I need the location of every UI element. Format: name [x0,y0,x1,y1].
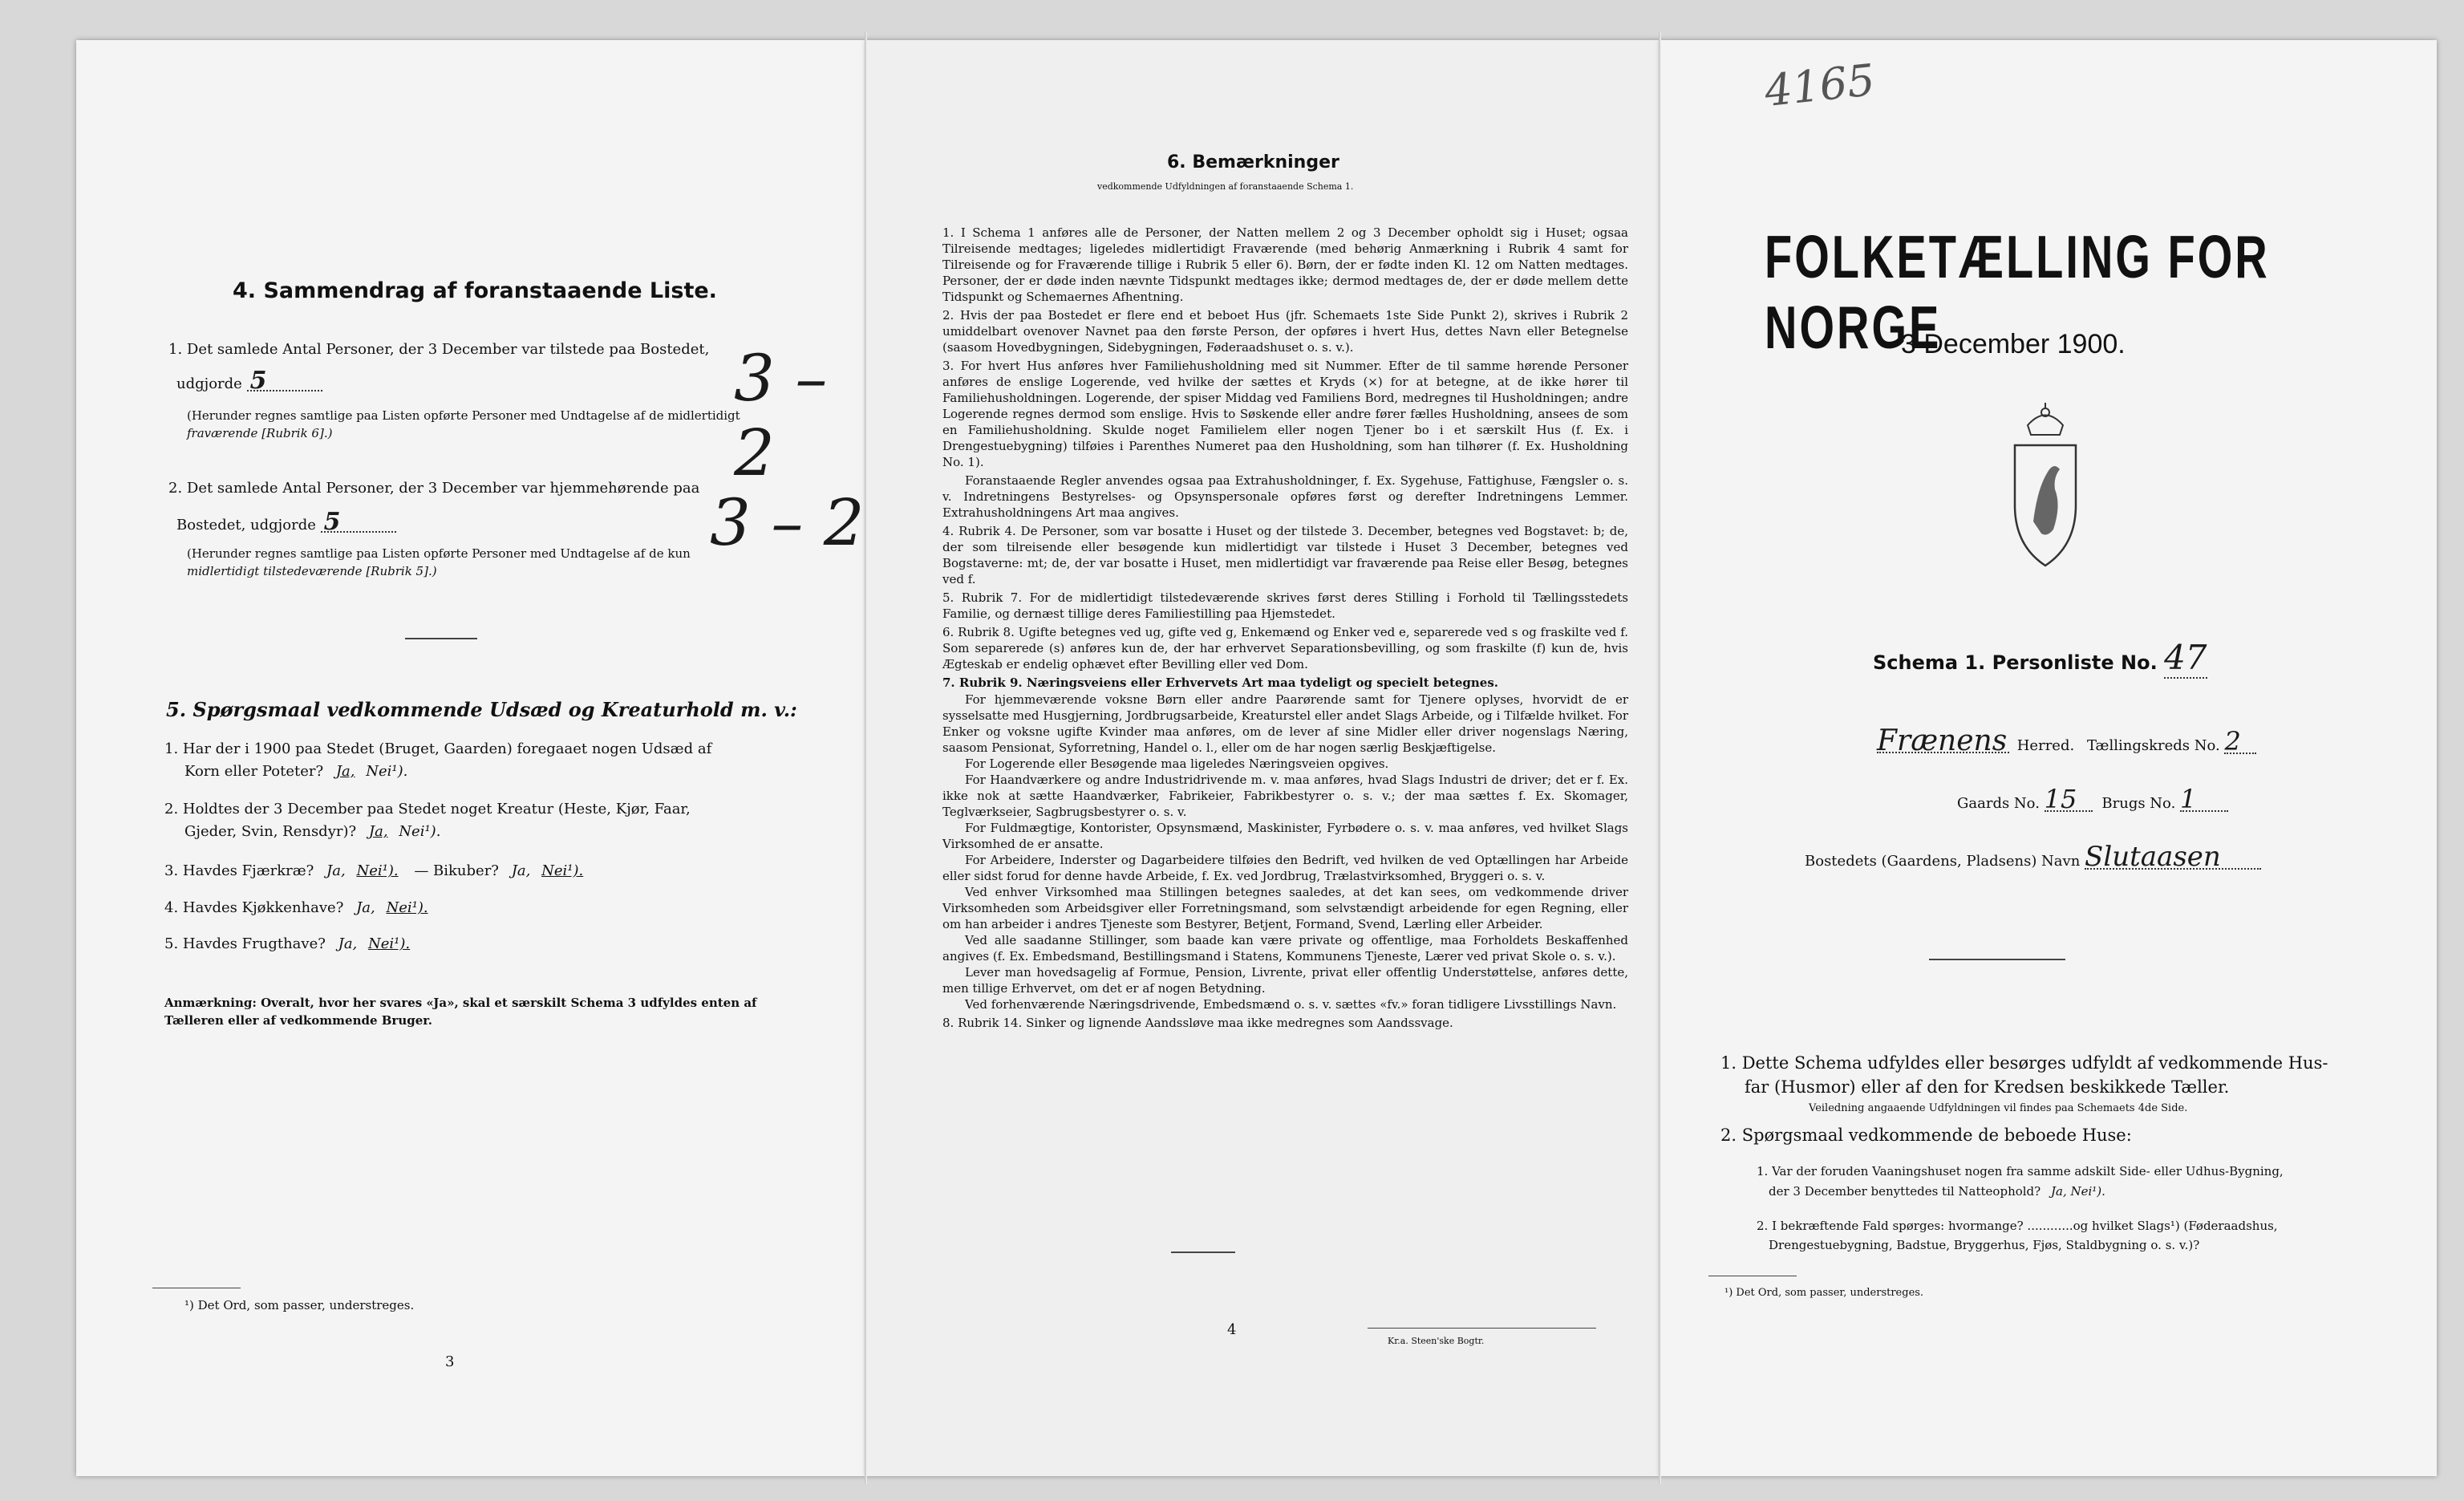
q5-3-ja: Ja, [326,862,346,879]
brugs-value: 1 [2180,789,2228,812]
remark-item: Lever man hovedsagelig af Formue, Pension, Livrente, privat eller offentlig Understøttelse, anføres dette, men tillige Erhvervet, om det er af nogen Betydning. [942,965,1628,996]
q5-2-line1: 2. Holdtes der 3 December paa Stedet noget Kreatur (Heste, Kjør, Faar, [164,801,691,817]
page-number: 4 [1227,1321,1237,1338]
footnote: ¹) Det Ord, som passer, understreges. [184,1298,415,1312]
q1-note-line1: (Herunder regnes samtlige paa Listen opførte Personer med Undtagelse af de midlertidigt [187,408,740,423]
instruction-1-line1: 1. Dette Schema udfyldes eller besørges udfyldt af vedkommende Hus- [1720,1053,2328,1073]
q-house-1-line1: 1. Var der foruden Vaaningshuset nogen fra samme adskilt Side- eller Udhus-Bygning, [1757,1164,2284,1178]
q5-1-nei: Nei¹). [366,763,408,780]
kreds-value: 2 [2224,731,2256,754]
q1-handwritten-note: 3 – 2 [734,341,828,490]
q5-5-label: 5. Havdes Frugthave? [164,935,326,952]
gaards-line [1957,784,2228,814]
q-house-1-answer: Ja, Nei¹). [2050,1184,2105,1199]
remark-item: Ved enhver Virksomhed maa Stillingen betegnes saaledes, at det kan sees, om vedkommende driver Virksomheden som Arbeidsgiver eller Forretningsmand, som selvstændigt arbeidende for egen Regning, eller om han arbeider i andres Tjeneste som Bestyrer, Betjent, Formand, Svend, Lærling eller Arbeider. [942,885,1628,931]
q5-2-nei: Nei¹). [399,823,441,840]
brugs-label: Brugs No. [2101,795,2176,812]
page-number: 3 [445,1353,455,1370]
q2-value: 5 [321,513,396,533]
q-house-2-line2: Drengestuebygning, Badstue, Bryggerhus, Fjøs, Staldbygning o. s. v.)? [1769,1238,2200,1252]
personliste-number: 47 [2164,638,2207,677]
remark-item: 3. For hvert Hus anføres hver Familiehusholdning med sit Nummer. Efter de til samme hørende Personer anføres de enslige Logerende, ved hvilke der sættes et Kryds (×) for at betegne, at de ikke hører til Familiehusholdningen. Logerende, der spiser Middag ved Familiens Bord, medregnes til Husholdningen; andre Logerende regnes dermod som enslige. Hvis to Søskende eller andre fører fælles Husholdning, ansees de som en Familiehusholdning. Skulde noget Familielem eller nogen Tjener bo i et særskilt Hus (f. Ex. i Drengestuebygning) tilføies i Parenthes Numeret paa den Husholdning, som han tilhører (f. Ex. Husholdning No. 1). [942,359,1628,469]
q5-1-ja: Ja, [335,763,355,780]
remark-item: Ved forhenværende Næringsdrivende, Embedsmænd o. s. v. sættes «fv.» foran tidligere Livsstillings Navn. [965,997,1617,1012]
q-house-1-label: der 3 December benyttedes til Natteophold? [1769,1184,2041,1199]
q2-line2 [176,508,396,536]
page-1-cover [1660,40,2437,1476]
q-house-2-line1: 2. I bekræftende Fald spørges: hvormange? ............og hvilket Slags¹) (Føderaadshus, [1757,1219,2278,1233]
herred-line [1877,724,2256,757]
divider [1929,959,2065,960]
remark-item: Foranstaaende Regler anvendes ogsaa paa Extrahusholdninger, f. Ex. Sygehuse, Fattighuse, Fængsler o. s. v. Indretningens Bestyrelses- og Opsynspersonale opføres først og derefter Indretningens Lemmer. Extrahusholdningens Art maa angives. [942,473,1628,520]
divider [1171,1252,1235,1253]
q5-4-ja: Ja, [356,899,375,916]
instruction-1-line2: far (Husmor) eller af den for Kredsen beskikkede Tæller. [1745,1077,2230,1097]
q5-3b-ja: Ja, [511,862,531,879]
q5-5-nei: Nei¹). [368,935,411,952]
remarks-subtitle: vedkommende Udfyldningen af foranstaaende Schema 1. [1097,181,1354,192]
herred-value: Frænens [1877,730,2009,753]
section-4-title: 4. Sammendrag af foranstaaende Liste. [233,278,717,303]
coat-of-arms-icon [1997,401,2093,570]
q5-3-nei: Nei¹). [356,862,399,879]
printer-rule [1368,1328,1596,1329]
gaards-label: Gaards No. [1957,795,2040,812]
q2-prefix: Bostedet, udgjorde [176,517,316,533]
q5-1-line1: 1. Har der i 1900 paa Stedet (Bruget, Gaarden) foregaaet nogen Udsæd af [164,740,712,757]
q1-value: 5 [247,372,322,391]
remark-item: 6. Rubrik 8. Ugifte betegnes ved ug, gifte ved g, Enkemænd og Enker ved e, separerede ved s og fraskilte ved f. Som separerede (s) anføres kun de, der har erhvervet Separationsbevilling, og som fraskilte (f) kun de, hvis Ægteskab er endelig ophævet efter Bevilling eller ved Dom. [942,625,1628,671]
printer-imprint: Kr.a. Steen'ske Bogtr. [1388,1336,1485,1346]
remark-item: For Haandværkere og andre Industridrivende m. v. maa anføres, hvad Slags Industri de driver; det er f. Ex. ikke nok at sætte Haandværker, Fabrikeier, Fabrikbestyrer o. s. v.; der maa sættes f. Ex. Skomager, Teglværkseier, Sagbrugsbestyrer o. s. v. [942,773,1628,819]
q5-3-line [164,860,583,882]
annotation-line1: Anmærkning: Overalt, hvor her svares «Ja», skal et særskilt Schema 3 udfyldes enten af [164,996,757,1010]
q1-note-line2: fraværende [Rubrik 6].) [187,426,333,440]
instruction-1-note: Veiledning angaaende Udfyldningen vil findes paa Schemaets 4de Side. [1809,1102,2188,1114]
remark-item: 5. Rubrik 7. For de midlertidigt tilstedeværende skrives først deres Stilling i Forhold til Tællingsstedets Familie, og dernæst tillige deres Familiestilling paa Hjemstedet. [942,590,1628,621]
schema-label: Schema 1. Personliste No. [1873,651,2158,674]
remarks-title: 6. Bemærkninger [1167,152,1339,172]
q5-1-label: Korn eller Poteter? [184,763,324,780]
page-4 [866,40,1660,1476]
q5-4-label: 4. Havdes Kjøkkenhave? [164,899,344,916]
q2-line1: 2. Det samlede Antal Personer, der 3 December var hjemmehørende paa [168,480,700,497]
q1-line1: 1. Det samlede Antal Personer, der 3 December var tilstede paa Bostedet, [168,341,710,358]
page-3 [76,40,866,1476]
q5-3-label-a: 3. Havdes Fjærkræ? [164,862,314,879]
q5-5-ja: Ja, [338,935,358,952]
bosted-label: Bostedets (Gaardens, Pladsens) Navn [1805,853,2081,870]
q2-note-line1: (Herunder regnes samtlige paa Listen opførte Personer med Undtagelse af de kun [187,546,691,561]
remark-item: 2. Hvis der paa Bostedet er flere end et beboet Hus (jfr. Schemaets 1ste Side Punkt 2), skrives i Rubrik 2 umiddelbart ovenover Navnet paa den første Person, der opføres i hvert Hus, dettes Navn eller Betegnelse (saasom Hovedbygningen, Sidebygningen, Føderaadshuset o. s. v.). [942,308,1628,355]
remark-item: For hjemmeværende voksne Børn eller andre Paarørende samt for Tjenere oplyses, hvorvidt de er sysselsatte med Husgjerning, Jordbrugsarbeide, Kreaturstel eller andet Slags Arbeide, og i Tilfælde hvilket. For Enker og voksne ugifte Kvinder maa anføres, om de lever af sine Midler eller driver nogenslags Næring, saasom Pensionat, Syforretning, Handel o. l., eller om de har nogen særlig Beskjæftigelse. [942,692,1628,755]
remark-item: 4. Rubrik 4. De Personer, som var bosatte i Huset og der tilstede 3. December, betegnes ved Bogstavet: b; de, der som tilreisende eller besøgende kun midlertidigt var tilstede i Huset 3 December, betegnes ved Bogstaverne: mt; de, der var bosatte i Huset, men midlertidigt var fraværende paa Reise eller Besøg, betegnes ved f. [942,524,1628,586]
remark-item: For Logerende eller Besøgende maa ligeledes Næringsveien opgives. [965,757,1389,771]
bosted-line [1805,841,2261,873]
remark-item: For Fuldmægtige, Kontorister, Opsynsmænd, Maskinister, Fyrbødere o. s. v. maa anføres, ved hvilket Slags Virksomhed de er ansatte. [942,821,1628,851]
q5-1-line2 [184,761,407,782]
q5-3-label-b: — Bikuber? [414,862,499,879]
archive-number: 4165 [1762,54,1878,117]
q1-prefix: udgjorde [176,375,242,392]
divider [405,638,477,639]
page-fold-left [865,32,867,1484]
q5-4-line [164,897,428,919]
q5-4-nei: Nei¹). [386,899,428,916]
remark-item: 8. Rubrik 14. Sinker og lignende Aandssløve maa ikke medregnes som Aandssvage. [942,1016,1453,1030]
herred-label: Herred. [2016,737,2075,754]
census-date: 3 December 1900. [1901,329,2126,359]
footnote: ¹) Det Ord, som passer, understreges. [1724,1287,1924,1299]
q5-3b-nei: Nei¹). [541,862,584,879]
q5-2-ja: Ja, [368,823,388,840]
annotation-line2: Tælleren eller af vedkommende Bruger. [164,1013,432,1028]
q5-2-line2 [184,821,440,842]
page-fold-right [1659,32,1661,1484]
gaards-value: 15 [2045,789,2093,812]
instruction-2: 2. Spørgsmaal vedkommende de beboede Huse: [1720,1126,2132,1145]
bosted-value: Slutaasen [2085,846,2261,870]
section-5-title: 5. Spørgsmaal vedkommende Udsæd og Kreaturhold m. v.: [166,698,797,721]
q1-line2 [176,367,322,395]
kreds-label: Tællingskreds No. [2086,737,2220,754]
q5-5-line [164,933,410,955]
remark-item: For Arbeidere, Inderster og Dagarbeidere tilføies den Bedrift, ved hvilken de ved Optællingen har Arbeide eller sidst forud for denne havde Arbeide, f. Ex. ved Jordbrug, Trælastvirksomhed, Bryggeri o. s. v. [942,853,1628,883]
remark-item: Ved alle saadanne Stillinger, som baade kan være private og offentlige, maa Forholdets Beskaffenhed angives (f. Ex. Embedsmand, Bestillingsmand i Statens, Kommunens Tjeneste, Lærer ved privat Skole o. s. v.). [942,933,1628,963]
q5-2-label: Gjeder, Svin, Rensdyr)? [184,823,357,840]
q2-handwritten-note: 3 – 2 [710,485,865,560]
q-house-1-line2 [1769,1183,2105,1200]
schema-line [1873,638,2207,677]
remarks-list [942,225,1628,1031]
remark-item: 7. Rubrik 9. Næringsveiens eller Erhvervets Art maa tydeligt og specielt betegnes. [942,675,1499,690]
q2-note-line2: midlertidigt tilstedeværende [Rubrik 5].) [187,564,437,578]
document-title: FOLKETÆLLING FOR NORGE [1765,222,2270,362]
remark-item: 1. I Schema 1 anføres alle de Personer, der Natten mellem 2 og 3 December opholdt sig i Huset; ogsaa Tilreisende medtages; ligeledes midlertidigt Fraværende (med behørig Anmærkning i Rubrik 4 samt for Tilreisende og for Fraværende tillige i Rubrik 5 eller 6). Børn, der er fødte inden Kl. 12 om Natten medtages. Personer, der er døde inden nævnte Tidspunkt medtages ikke; dermod medtages de, der er døde mellem dette Tidspunkt og Schemaernes Afhentning. [942,225,1628,304]
